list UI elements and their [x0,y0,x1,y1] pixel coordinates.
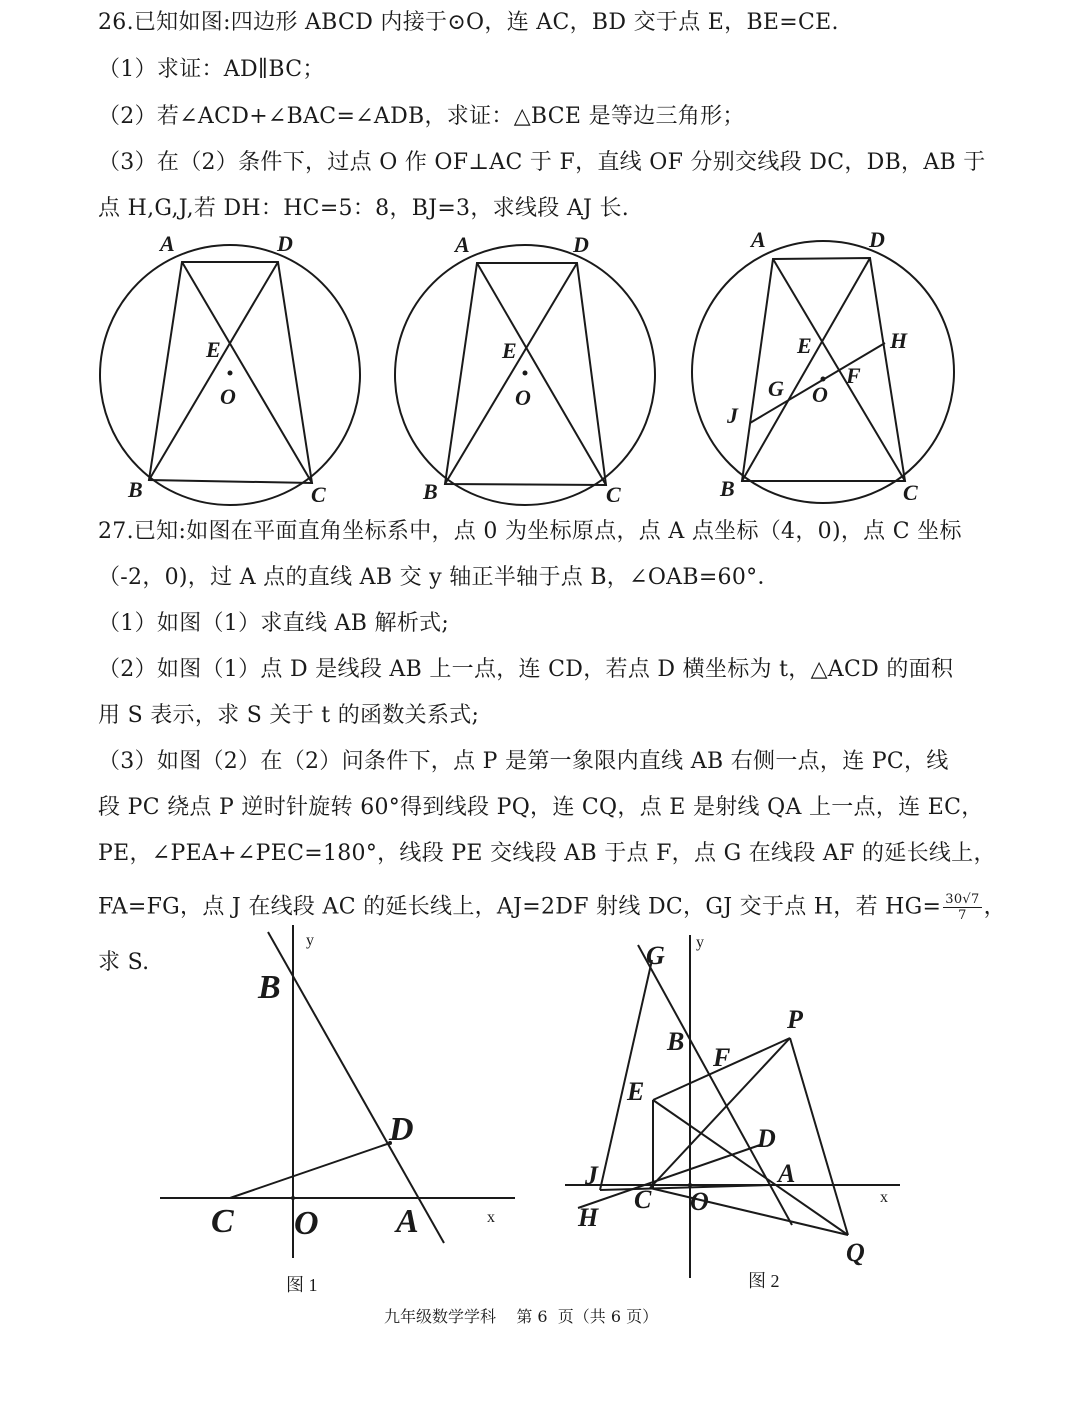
center-point-o [228,371,233,376]
q26-line-3: （2）若∠ACD+∠BAC=∠ADB，求证：△BCE 是等边三角形； [98,104,745,129]
label-o: O [690,1187,709,1216]
label-f: F [846,363,861,388]
label-b: B [258,969,281,1006]
page-footer: 九年级数学学科 第 6 页（共 6 页） [384,1307,659,1326]
q27-line-5: 用 S 表示，求 S 关于 t 的函数关系式; [98,703,480,728]
q26-line-4: （3）在（2）条件下，过点 O 作 OF⊥AC 于 F，直线 OF 分别交线段 DC，DB，AB 于 [98,150,986,175]
segment-cd [230,1143,390,1198]
label-c: C [211,1203,234,1240]
label-c: C [311,482,326,507]
label-h: H [890,328,908,353]
label-q: Q [846,1238,865,1267]
label-b: B [423,479,438,504]
label-a: A [160,231,175,256]
circle-o [692,241,954,503]
q27-line-10: 求 S. [98,950,150,975]
line-ab [268,932,444,1243]
label-h: H [578,1203,599,1232]
q26-line-5: 点 H,G,J,若 DH：HC=5：8，BJ=3，求线段 AJ 长. [98,196,630,221]
axis-label-y: y [306,932,314,949]
q27-line-7: 段 PC 绕点 P 逆时针旋转 60°得到线段 PQ，连 CQ，点 E 是射线 QA 上一点，连 EC， [98,795,984,820]
label-e: E [502,338,517,363]
label-o: O [515,385,531,410]
label-d: D [573,232,589,257]
hg-fraction-denominator: 7 [958,908,967,923]
label-o: O [220,384,236,409]
diagonal-ac [477,263,606,485]
q26-line-2: （1）求证：AD∥BC； [98,57,325,82]
segment-hd [578,1145,760,1208]
label-d: D [869,227,885,252]
q27-line-9-tail: ， [983,894,1006,920]
label-j: J [585,1161,598,1190]
q27-line-8: PE，∠PEA+∠PEC=180°，线段 PE 交线段 AB 于点 F，点 G 在线段 AF 的延长线上， [98,841,996,866]
label-d: D [389,1111,414,1148]
q27-line-1: 27.已知:如图在平面直角坐标系中，点 0 为坐标原点，点 A 点坐标（4，0)，点 C 坐标 [98,519,962,544]
diagonal-bd [149,262,278,480]
segment-eq [653,1100,848,1235]
figure-caption-2: 图 2 [748,1271,780,1291]
label-a: A [778,1159,796,1188]
q27-line-6: （3）如图（2）在（2）问条件下，点 P 是第一象限内直线 AB 右侧一点，连 PC，线 [98,749,949,774]
origin-point [291,1196,295,1200]
label-a: A [455,232,470,257]
label-a: A [751,227,766,252]
label-f: F [713,1043,731,1072]
axis-label-x: x [487,1209,495,1226]
q26-figure-3 [692,241,954,503]
label-c: C [903,480,918,505]
label-a: A [396,1203,419,1240]
axis-label-y: y [696,934,704,951]
label-o: O [294,1205,319,1242]
label-c: C [606,482,621,507]
q27-line-3: （1）如图（1）求直线 AB 解析式; [98,611,450,636]
label-b: B [720,476,735,501]
label-p: P [787,1005,803,1034]
label-j: J [727,403,738,428]
figure-caption-1: 图 1 [286,1275,318,1295]
label-e: E [797,333,812,358]
line-gb-a [638,945,792,1225]
q27-line-4: （2）如图（1）点 D 是线段 AB 上一点，连 CD，若点 D 横坐标为 t，△ACD 的面积 [98,657,954,682]
diagonal-ac [182,262,312,483]
q27-line-2: （-2，0)，过 A 点的直线 AB 交 y 轴正半轴于点 B，∠OAB=60°． [98,565,780,590]
q27-figure-2 [565,935,900,1278]
hg-fraction-numerator: 30√7 [945,892,980,907]
center-point-o [821,377,826,382]
axis-label-x: x [880,1189,888,1206]
center-point-o [523,371,528,376]
label-g: G [768,376,784,401]
segment-gj [600,960,652,1190]
quadrilateral-abcd [742,258,905,481]
label-d: D [277,231,293,256]
label-e: E [206,337,221,362]
label-o: O [812,382,828,407]
label-b: B [128,477,143,502]
label-d: D [757,1124,776,1153]
q27-line-9-text: FA=FG，点 J 在线段 AC 的延长线上，AJ=2DF 射线 DC，GJ 交于点 H，若 HG= [98,894,942,920]
segment-pq [790,1038,848,1235]
label-e: E [627,1077,645,1106]
label-g: G [646,941,665,970]
segment-cq [650,1188,848,1235]
q26-line-1: 26.已知如图:四边形 ABCD 内接于⊙O，连 AC，BD 交于点 E，BE=CE. [98,10,839,35]
label-b: B [667,1027,685,1056]
diagonal-bd [445,263,577,484]
label-c: C [634,1185,652,1214]
